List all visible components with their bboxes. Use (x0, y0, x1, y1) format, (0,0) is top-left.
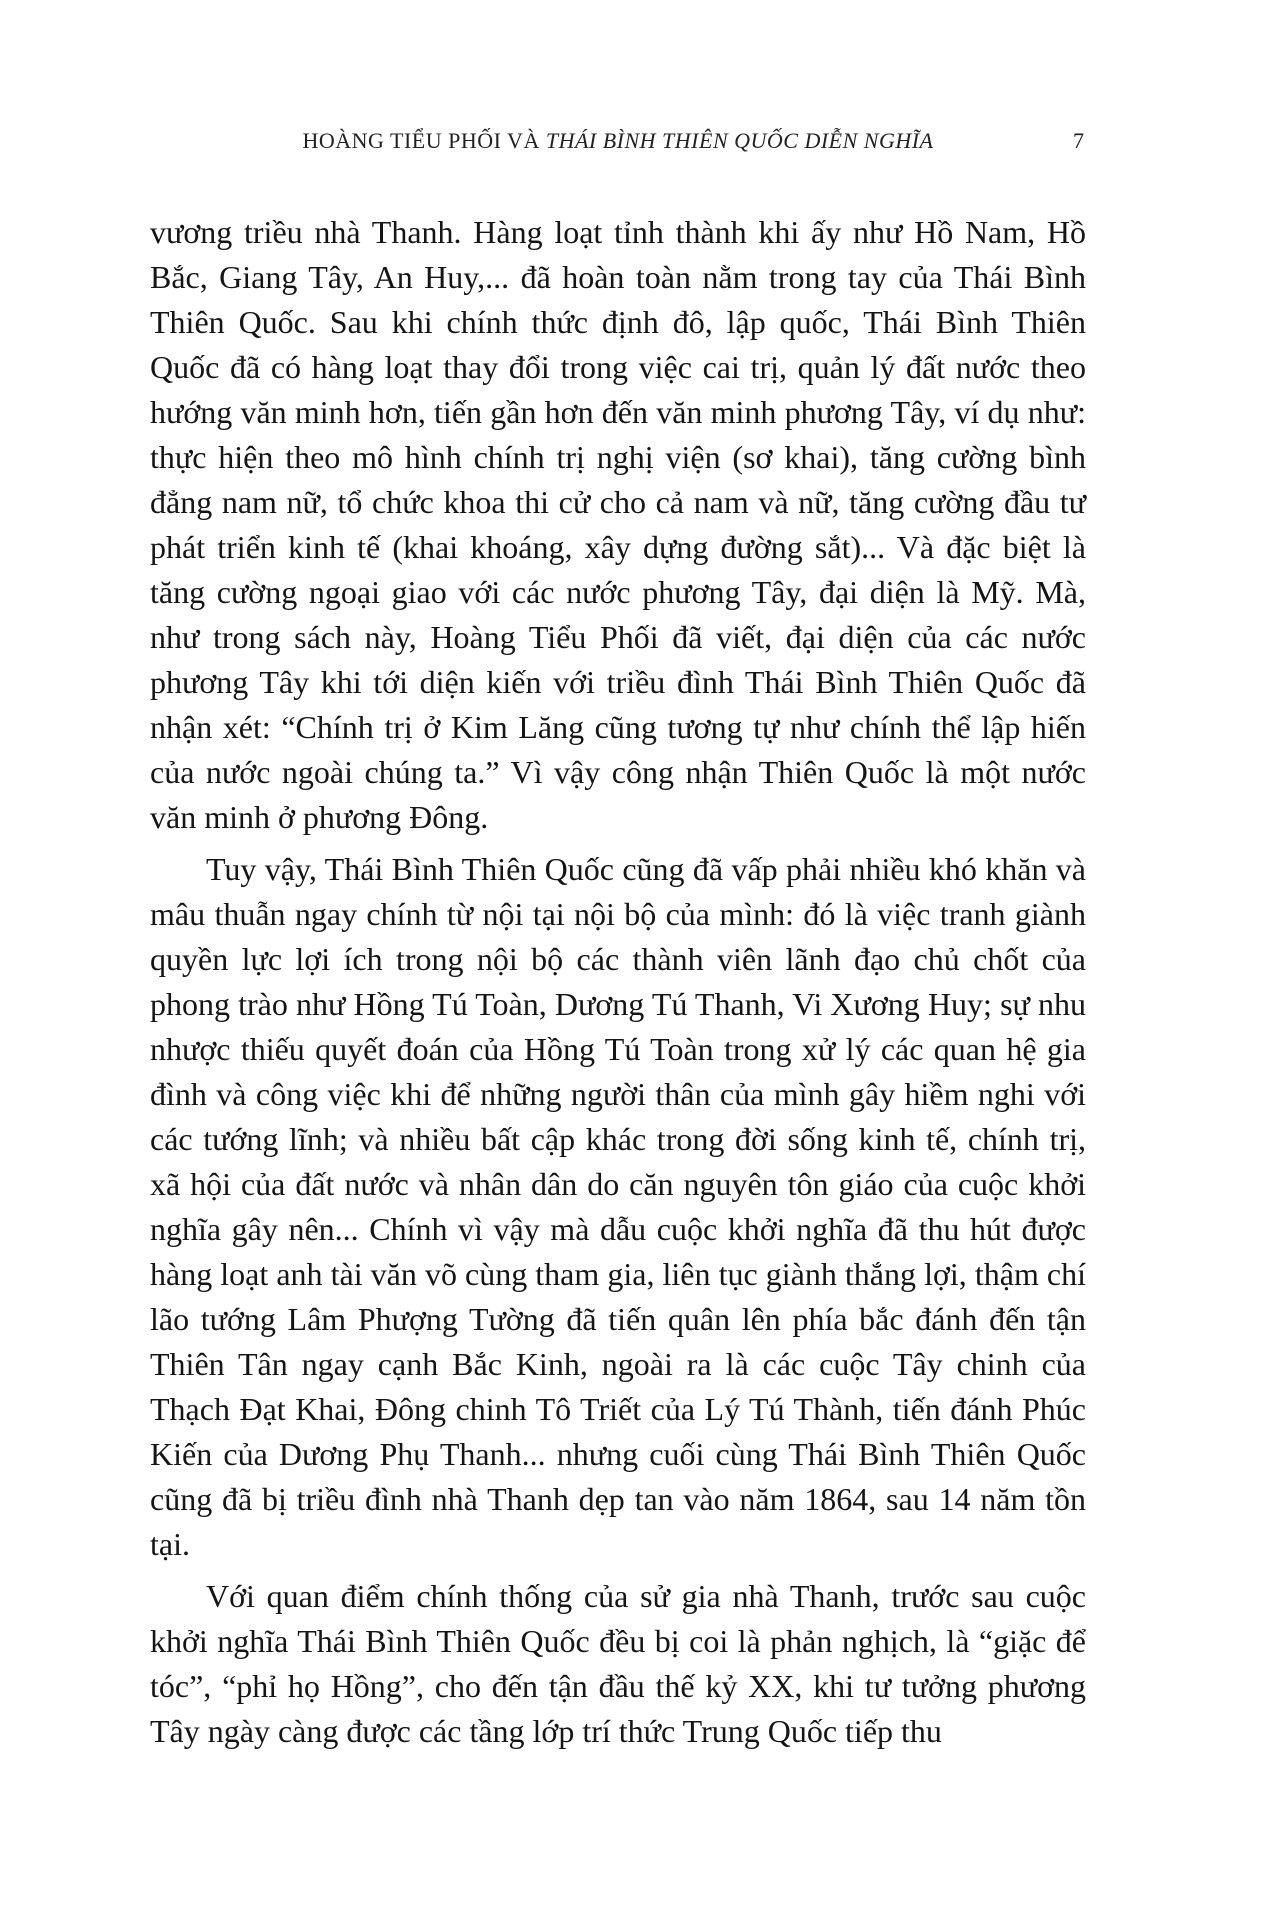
body-paragraph-1: vương triều nhà Thanh. Hàng loạt tỉnh thành khi ấy như Hồ Nam, Hồ Bắc, Giang Tây, An Huy,... đã hoàn toàn nằm trong tay của Thái Bình Thiên Quốc. Sau khi chính thức định đô, lập quốc, Thái Bình Thiên Quốc đã có hàng loạt thay đổi trong việc cai trị, quản lý đất nước theo hướng văn minh hơn, tiến gần hơn đến văn minh phương Tây, ví dụ như: thực hiện theo mô hình chính trị nghị viện (sơ khai), tăng cường bình đẳng nam nữ, tổ chức khoa thi cử cho cả nam và nữ, tăng cường đầu tư phát triển kinh tế (khai khoáng, xây dựng đường sắt)... Và đặc biệt là tăng cường ngoại giao với các nước phương Tây, đại diện là Mỹ. Mà, như trong sách này, Hoàng Tiểu Phối đã viết, đại diện của các nước phương Tây khi tới diện kiến với triều đình Thái Bình Thiên Quốc đã nhận xét: “Chính trị ở Kim Lăng cũng tương tự như chính thể lập hiến của nước ngoài chúng ta.” Vì vậy công nhận Thiên Quốc là một nước văn minh ở phương Đông. (150, 214, 1086, 835)
running-header-work-title: THÁI BÌNH THIÊN QUỐC DIỄN NGHĨA (545, 128, 934, 153)
text-column (150, 128, 1086, 1754)
page-number: 7 (1073, 128, 1084, 153)
running-header (150, 128, 1086, 160)
body-paragraph-2: Tuy vậy, Thái Bình Thiên Quốc cũng đã vấp phải nhiều khó khăn và mâu thuẫn ngay chính từ nội tại nội bộ của mình: đó là việc tranh giành quyền lực lợi ích trong nội bộ các thành viên lãnh đạo chủ chốt của phong trào như Hồng Tú Toàn, Dương Tú Thanh, Vi Xương Huy; sự nhu nhược thiếu quyết đoán của Hồng Tú Toàn trong xử lý các quan hệ gia đình và công việc khi để những người thân của mình gây hiềm nghi với các tướng lĩnh; và nhiều bất cập khác trong đời sống kinh tế, chính trị, xã hội của đất nước và nhân dân do căn nguyên tôn giáo của cuộc khởi nghĩa gây nên... Chính vì vậy mà dẫu cuộc khởi nghĩa đã thu hút được hàng loạt anh tài văn võ cùng tham gia, liên tục giành thắng lợi, thậm chí lão tướng Lâm Phượng Tường đã tiến quân lên phía bắc đánh đến tận Thiên Tân ngay cạnh Bắc Kinh, ngoài ra là các cuộc Tây chinh của Thạch Đạt Khai, Đông chinh Tô Triết của Lý Tú Thành, tiến đánh Phúc Kiến của Dương Phụ Thanh... nhưng cuối cùng Thái Bình Thiên Quốc cũng đã bị triều đình nhà Thanh dẹp tan vào năm 1864, sau 14 năm tồn tại. (150, 851, 1086, 1562)
body-text (150, 210, 1086, 1754)
running-header-author: HOÀNG TIỂU PHỐI VÀ (302, 128, 546, 153)
body-paragraph-3: Với quan điểm chính thống của sử gia nhà Thanh, trước sau cuộc khởi nghĩa Thái Bình Thiên Quốc đều bị coi là phản nghịch, là “giặc để tóc”, “phỉ họ Hồng”, cho đến tận đầu thế kỷ XX, khi tư tưởng phương Tây ngày càng được các tầng lớp trí thức Trung Quốc tiếp thu (150, 1578, 1086, 1749)
